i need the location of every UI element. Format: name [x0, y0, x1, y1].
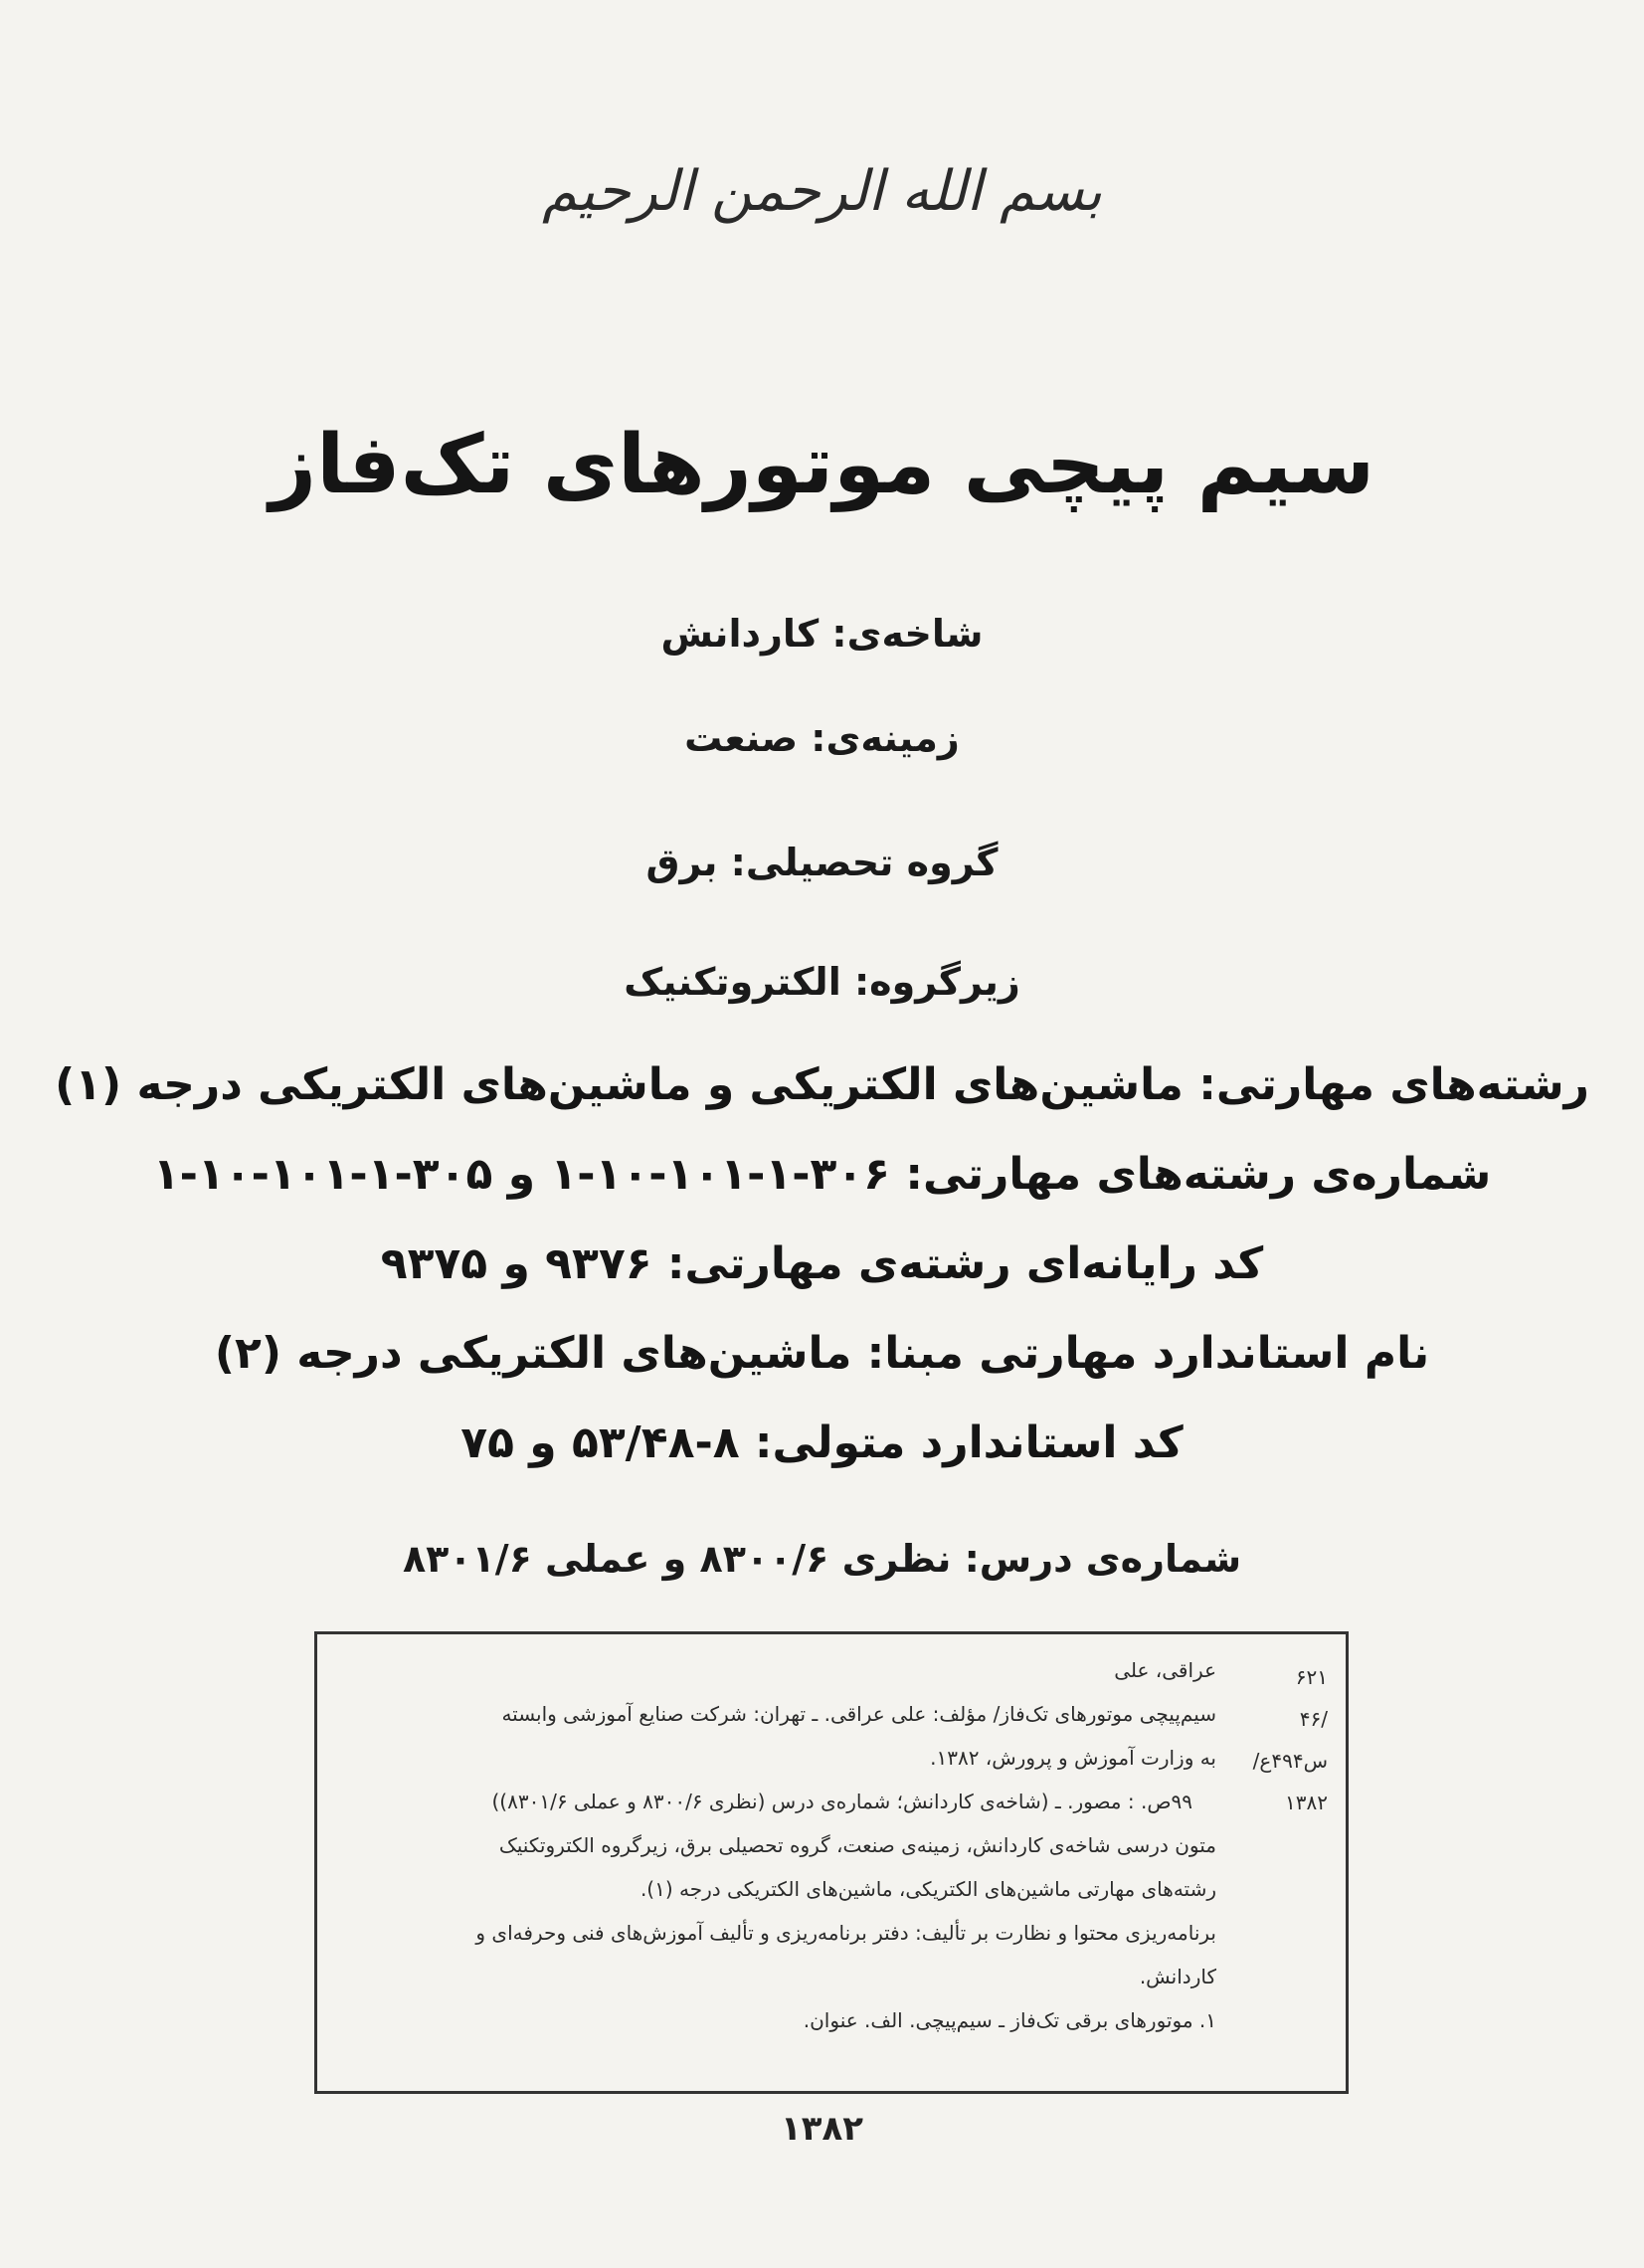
- catalog-line: برنامه‌ریزی محتوا و نظارت بر تألیف: دفتر برنامه‌ریزی و تألیف آموزش‌های فنی وحرفه‌ای و: [475, 1921, 1216, 1945]
- skill-fields-line: رشته‌های مهارتی: ماشین‌های الکتریکی و ماشین‌های الکتریکی درجه (۱): [55, 1059, 1589, 1110]
- group-line: گروه تحصیلی: برق: [645, 841, 999, 884]
- basmala-heading: بسم الله الرحمن الرحیم: [542, 159, 1102, 224]
- catalog-author: عراقی، علی: [1114, 1658, 1216, 1682]
- catalog-line: کاردانش.: [1139, 1965, 1216, 1988]
- catalog-line: متون درسی شاخه‌ی کاردانش، زمینه‌ی صنعت، گروه تحصیلی برق، زیرگروه الکتروتکنیک: [498, 1833, 1216, 1857]
- subgroup-line: زیرگروه: الکتروتکنیک: [624, 960, 1020, 1004]
- page-title: سیم پیچی موتورهای تک‌فاز: [269, 418, 1375, 512]
- course-number-line: شماره‌ی درس: نظری ۸۳۰۰/۶ و عملی ۸۳۰۱/۶: [402, 1537, 1242, 1581]
- catalog-line: رشته‌های مهارتی ماشین‌های الکتریکی، ماشین‌های الکتریکی درجه (۱).: [639, 1877, 1216, 1901]
- catalog-entry: [341, 1648, 1216, 2042]
- catalog-subject: ۱. موتورهای برقی تک‌فاز ـ سیم‌پیچی. الف. عنوان.: [803, 2008, 1216, 2032]
- publication-year: ۱۳۸۲: [780, 2109, 863, 2149]
- call-number-line: ۶۲۱: [1295, 1665, 1328, 1689]
- call-number: [1238, 1656, 1328, 1823]
- call-number-line: /۴۶: [1299, 1707, 1328, 1731]
- catalog-line: ۹۹ص. : مصور. ـ (شاخه‌ی کاردانش؛ شماره‌ی درس (نظری ۸۳۰۰/۶ و عملی ۸۳۰۱/۶)): [491, 1790, 1192, 1813]
- branch-line: شاخه‌ی: کاردانش: [660, 612, 984, 656]
- catalog-line: به وزارت آموزش و پرورش، ۱۳۸۲.: [930, 1746, 1216, 1770]
- area-line: زمینه‌ی: صنعت: [684, 716, 960, 760]
- computer-code-line: کد رایانه‌ای رشته‌ی مهارتی: ۹۳۷۶ و ۹۳۷۵: [380, 1238, 1264, 1289]
- call-number-line: س۴۹۴ع/: [1252, 1749, 1328, 1773]
- cataloging-box: [314, 1631, 1349, 2094]
- skill-field-numbers-line: شماره‌ی رشته‌های مهارتی: ۳۰۶-۱-۱۰۱-۱۰-۱ و ۳۰۵-۱-۱۰۱-۱۰-۱: [152, 1149, 1492, 1200]
- call-number-line: ۱۳۸۲: [1285, 1791, 1328, 1814]
- standard-name-line: نام استاندارد مهارتی مبنا: ماشین‌های الکتریکی درجه (۲): [214, 1328, 1430, 1379]
- catalog-line: سیم‌پیچی موتورهای تک‌فاز/ مؤلف: علی عراقی. ـ تهران: شرکت صنایع آموزشی وابسته: [501, 1702, 1216, 1726]
- trustee-code-line: کد استاندارد متولی: ۸-۵۳/۴۸ و ۷۵: [460, 1418, 1184, 1468]
